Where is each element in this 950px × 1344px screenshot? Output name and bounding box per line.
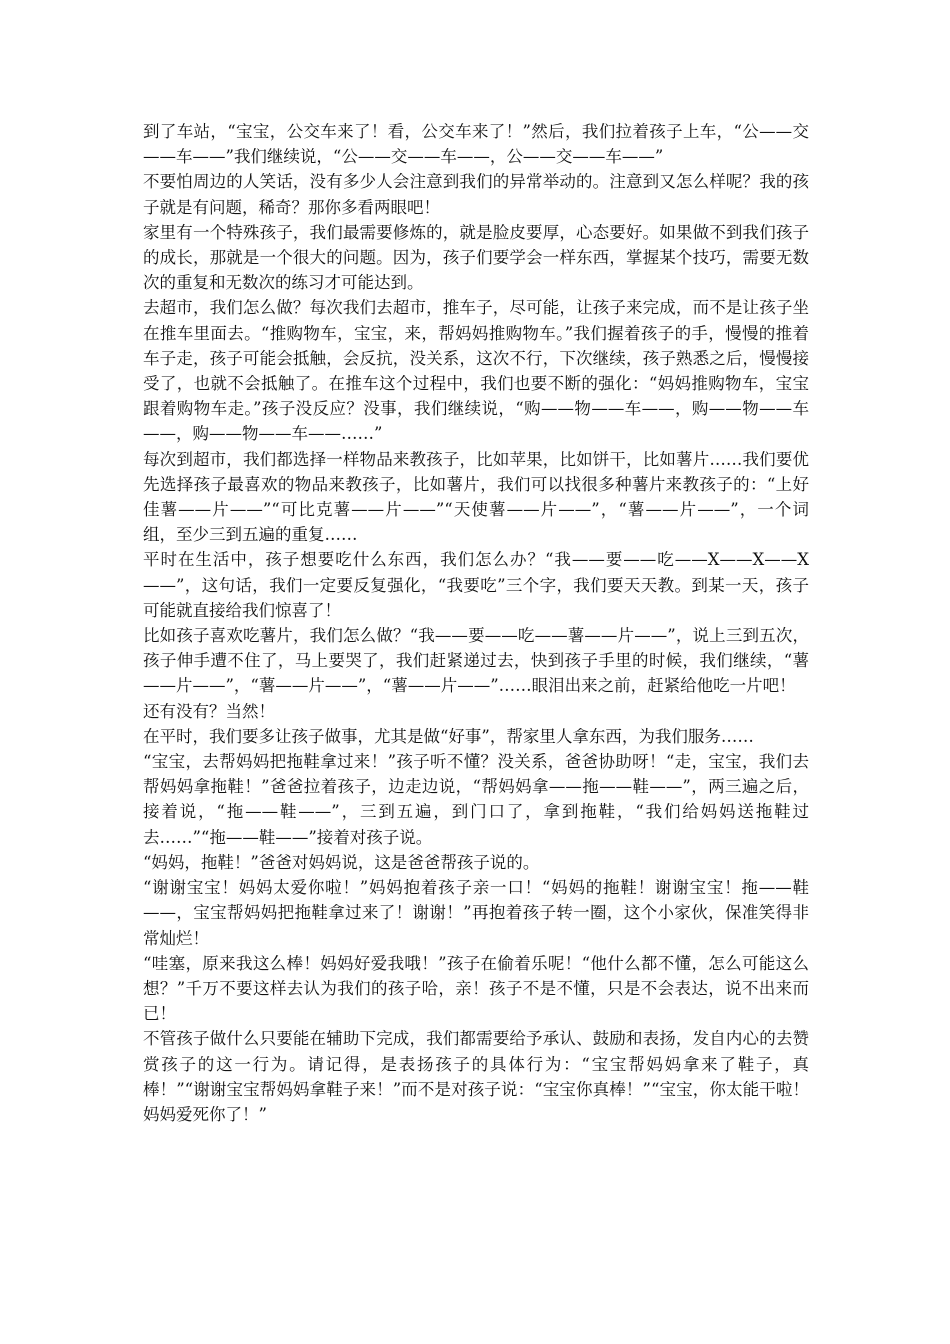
paragraph-anything-else: 还有没有？当然！ (143, 701, 275, 721)
paragraph-praise-behavior: 不管孩子做什么只要能在辅助下完成，我们都需要给予承认、鼓励和表扬，发自内心的去赞赏孩子的这一行为。请记得，是表扬孩子的具体行为：“宝宝帮妈妈拿来了鞋子，真棒！”“谢谢宝宝帮妈妈拿鞋子来！”而不是对孩子说：“宝宝你真棒！”“宝宝，你太能干啦！妈妈爱死你了！” (143, 1029, 809, 1124)
paragraph-wow: “哇塞，原来我这么棒！妈妈好爱我哦！”孩子在偷着乐呢！“他什么都不懂，怎么可能这么想？”千万不要这样去认为我们的孩子哈，亲！孩子不是不懂，只是不会表达，说不出来而已！ (143, 953, 809, 1024)
paragraph-fetch-slippers: “宝宝，去帮妈妈把拖鞋拿过来！”孩子听不懂？没关系，爸爸协助呀！“走，宝宝，我们去帮妈妈拿拖鞋！”爸爸拉着孩子，边走边说，“帮妈妈拿——拖——鞋——”，两三遍之后，接着说，“拖——鞋——”，三到五遍，到门口了，拿到拖鞋，“我们给妈妈送拖鞋过去……”“拖——鞋——”接着对孩子说。 (143, 752, 809, 847)
paragraph-supermarket-items: 每次到超市，我们都选择一样物品来教孩子，比如苹果，比如饼干，比如薯片……我们要优先选择孩子最喜欢的物品来教孩子，比如薯片，我们可以找很多种薯片来教孩子的：“上好佳薯——片——”“可比克薯——片——”“天使薯——片——”，“薯——片——”，一个词组，至少三到五遍的重复…… (143, 449, 809, 545)
document-body (143, 119, 809, 1127)
paragraph-bus-station: 到了车站，“宝宝，公交车来了！看，公交车来了！”然后，我们拉着孩子上车，“公——交——车——”我们继续说，“公——交——车——，公——交——车——” (143, 122, 809, 167)
paragraph-supermarket-cart: 去超市，我们怎么做？每次我们去超市，推车子，尽可能，让孩子来完成，而不是让孩子坐在推车里面去。“推购物车，宝宝，来，帮妈妈推购物车。”我们握着孩子的手，慢慢的推着车子走，孩子可能会抵触，会反抗，没关系，这次不行，下次继续，孩子熟悉之后，慢慢接受了，也就不会抵触了。在推车这个过程中，我们也要不断的强化：“妈妈推购物车，宝宝跟着购物车走。”孩子没反应？没事，我们继续说，“购——物——车——，购——物——车——，购——物——车——……” (143, 298, 809, 444)
paragraph-chips-example: 比如孩子喜欢吃薯片，我们怎么做？“我——要——吃——薯——片——”，说上三到五次，孩子伸手遭不住了，马上要哭了，我们赶紧递过去，快到孩子手里的时候，我们继续，“薯——片——”，“薯——片——”，“薯——片——”……眼泪出来之前，赶紧给他吃一片吧！ (143, 626, 809, 696)
paragraph-i-want-to-eat: 平时在生活中，孩子想要吃什么东西，我们怎么办？“我——要——吃——X——X——X——”，这句话，我们一定要反复强化，“我要吃”三个字，我们要天天教。到某一天，孩子可能就直接给我们惊喜了！ (143, 550, 809, 620)
paragraph-do-good-deeds: 在平时，我们要多让孩子做事，尤其是做“好事”，帮家里人拿东西，为我们服务…… (143, 726, 754, 746)
paragraph-mom-slippers: “妈妈，拖鞋！”爸爸对妈妈说，这是爸爸帮孩子说的。 (143, 852, 540, 872)
paragraph-dont-fear-laughter: 不要怕周边的人笑话，没有多少人会注意到我们的异常举动的。注意到又怎么样呢？我的孩子就是有问题，稀奇？那你多看两眼吧！ (143, 172, 809, 217)
paragraph-thick-skin: 家里有一个特殊孩子，我们最需要修炼的，就是脸皮要厚，心态要好。如果做不到我们孩子的成长，那就是一个很大的问题。因为，孩子们要学会一样东西，掌握某个技巧，需要无数次的重复和无数次的练习才可能达到。 (143, 222, 809, 293)
paragraph-thank-you-baby: “谢谢宝宝！妈妈太爱你啦！”妈妈抱着孩子亲一口！“妈妈的拖鞋！谢谢宝宝！拖——鞋——，宝宝帮妈妈把拖鞋拿过来了！谢谢！”再抱着孩子转一圈，这个小家伙，保准笑得非常灿烂！ (143, 878, 809, 948)
